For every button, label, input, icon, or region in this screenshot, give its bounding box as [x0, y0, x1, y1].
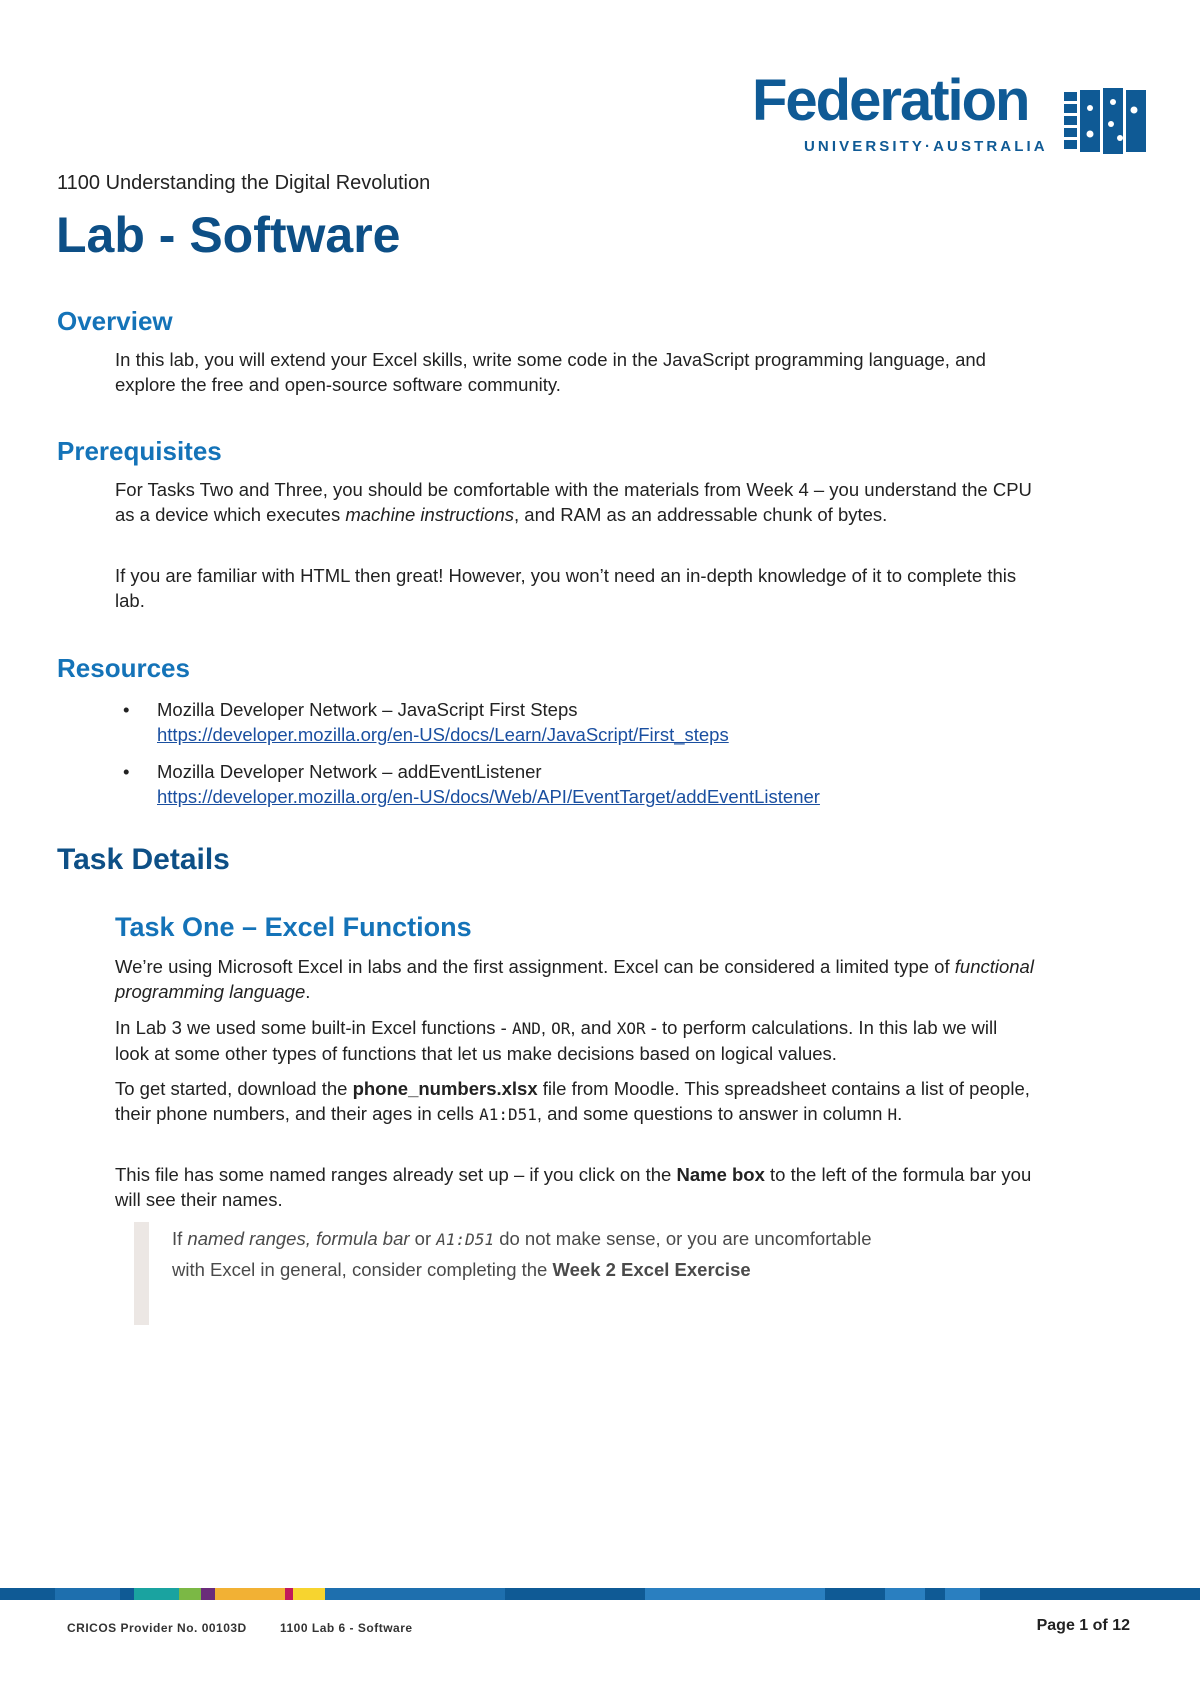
- resources-heading: Resources: [57, 653, 190, 683]
- name-box-bold: Name box: [676, 1164, 765, 1185]
- task-one-paragraph-4: This file has some named ranges already set up – if you click on the Name box to the left of the formula bar you will see their names.: [115, 1164, 1032, 1210]
- code-and: AND: [511, 1019, 541, 1038]
- code-xor: XOR: [616, 1019, 646, 1038]
- page-title: Lab - Software: [56, 207, 401, 263]
- bullet-icon: •: [123, 761, 130, 782]
- code-cell-range: A1:D51: [479, 1105, 537, 1124]
- logo-wordmark: Federation: [752, 68, 1029, 133]
- resource-link[interactable]: https://developer.mozilla.org/en-US/docs/Web/API/EventTarget/addEventListener: [157, 786, 820, 807]
- emphasis-machine-instructions: machine instructions: [345, 504, 514, 525]
- task-one-paragraph-2: In Lab 3 we used some built-in Excel functions - AND, OR, and XOR - to perform calculations. In this lab we will look at some other types of functions that let us make decisions based on logical values.: [115, 1017, 998, 1064]
- resource-item-1: [157, 697, 729, 747]
- code-or: OR: [551, 1019, 571, 1038]
- overview-text: In this lab, you will extend your Excel skills, write some code in the JavaScript programming language, and explore the free and open-source software community.: [115, 349, 986, 395]
- federation-logo: [752, 68, 1150, 162]
- task-one-paragraph-1: We’re using Microsoft Excel in labs and the first assignment. Excel can be considered a limited type of functional programming language.: [115, 956, 1034, 1002]
- filename-bold: phone_numbers.xlsx: [352, 1078, 538, 1099]
- task-details-heading: Task Details: [57, 843, 230, 876]
- prerequisites-heading: Prerequisites: [57, 436, 222, 466]
- logo-subtitle: UNIVERSITY·AUSTRALIA: [804, 138, 1048, 155]
- course-name: 1100 Understanding the Digital Revolution: [57, 172, 431, 194]
- resource-link[interactable]: https://developer.mozilla.org/en-US/docs/Learn/JavaScript/First_steps: [157, 724, 729, 745]
- bullet-icon: •: [123, 699, 130, 720]
- overview-heading: Overview: [57, 306, 173, 336]
- resource-label: Mozilla Developer Network – JavaScript First Steps: [157, 699, 578, 720]
- code-note-range: A1:D51: [436, 1230, 495, 1249]
- footer-doc-title: 1100 Lab 6 - Software: [280, 1621, 413, 1635]
- emphasis-named-ranges: named ranges, formula bar: [187, 1228, 410, 1249]
- code-column: H: [887, 1105, 898, 1124]
- task-one-heading: Task One – Excel Functions: [115, 912, 472, 942]
- emphasis-functional-language: functional programming language: [115, 956, 1034, 1002]
- footer-cricos: CRICOS Provider No. 00103D: [67, 1621, 247, 1635]
- note-sidebar: [134, 1222, 149, 1325]
- week2-exercise-bold: Week 2 Excel Exercise: [552, 1259, 751, 1280]
- task-one-paragraph-3: To get started, download the phone_numbers.xlsx file from Moodle. This spreadsheet contains a list of people, their phone numbers, and their ages in cells A1:D51, and some questions to answer in column H.: [115, 1078, 1030, 1124]
- resource-label: Mozilla Developer Network – addEventListener: [157, 761, 542, 782]
- resource-item-2: [157, 759, 820, 809]
- footer-color-stripe: [0, 1588, 1200, 1600]
- page-number: Page 1 of 12: [1036, 1617, 1130, 1634]
- flag-emblem-icon: [1064, 86, 1146, 156]
- note-callout: If named ranges, formula bar or A1:D51 do not make sense, or you are uncomfortable with Excel in general, consider completing the Week 2 Excel Exercise: [172, 1228, 872, 1280]
- prerequisites-paragraph-2: If you are familiar with HTML then great! However, you won’t need an in-depth knowledge of it to complete this lab.: [115, 565, 1017, 611]
- prerequisites-paragraph-1: For Tasks Two and Three, you should be comfortable with the materials from Week 4 – you understand the CPU as a device which executes machine instructions, and RAM as an addressable chunk of bytes.: [115, 479, 1032, 525]
